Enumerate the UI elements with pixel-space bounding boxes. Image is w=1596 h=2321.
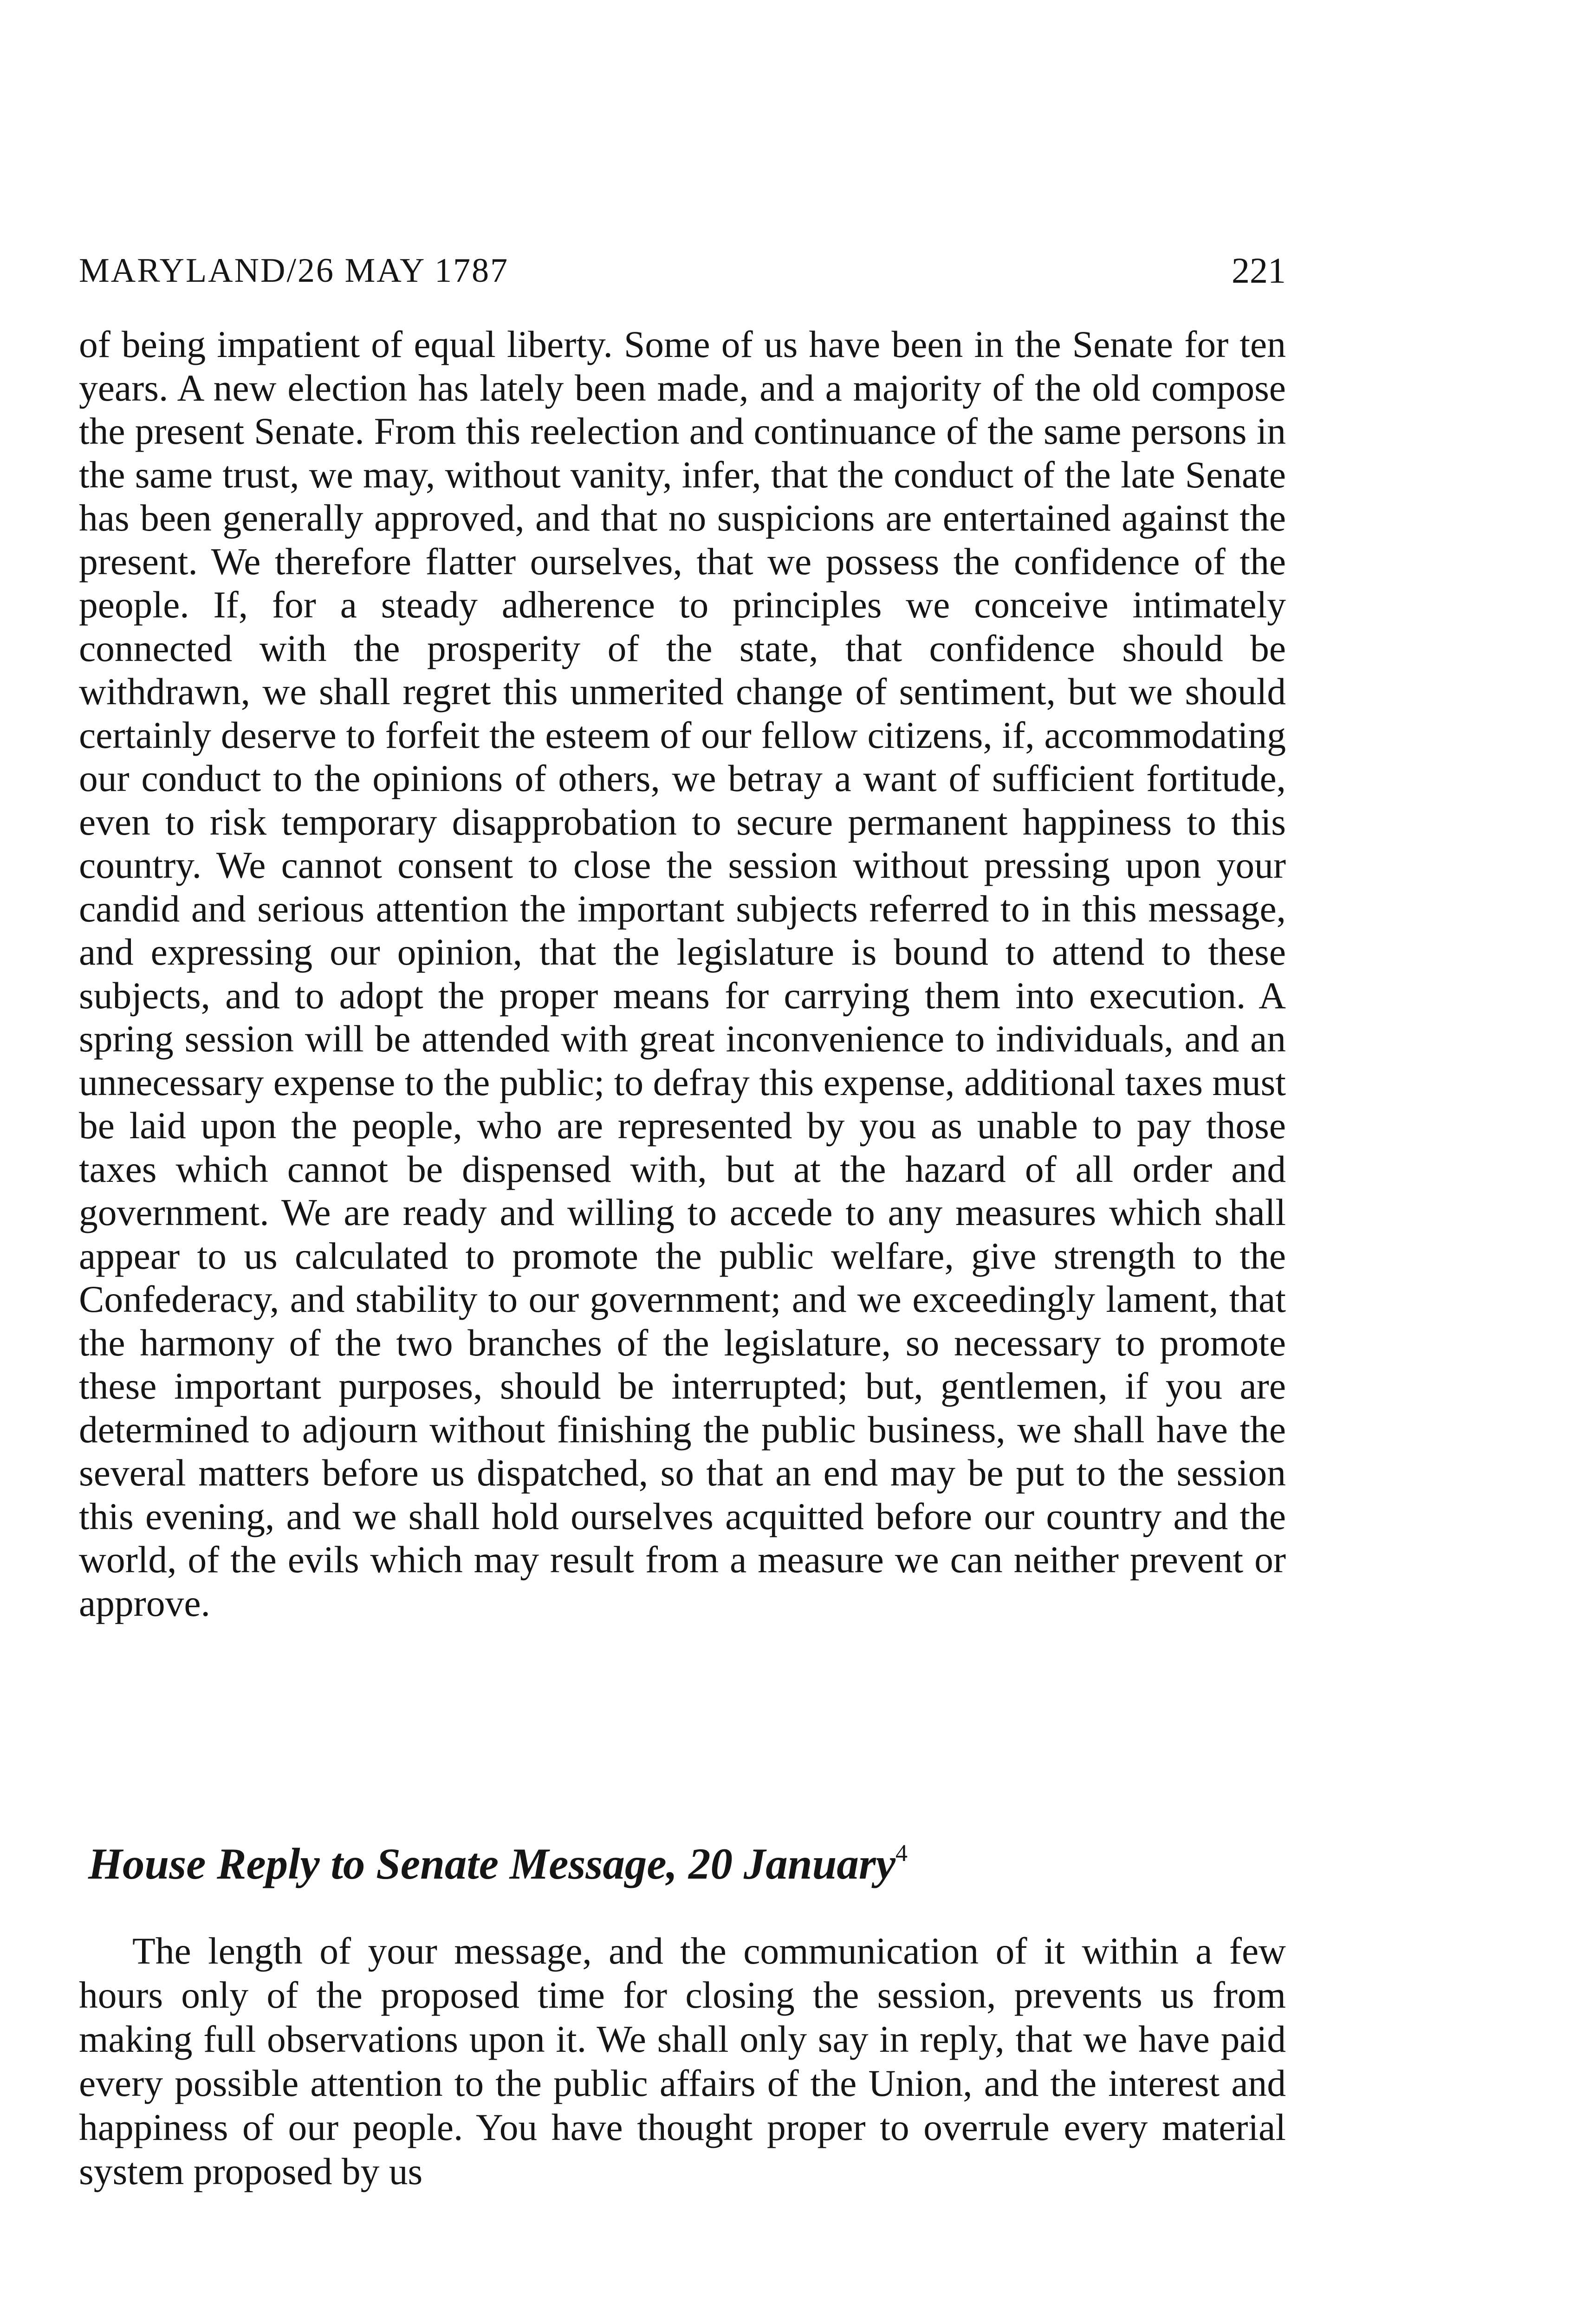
running-head	[79, 245, 1286, 296]
section-heading	[88, 1834, 1286, 1894]
senate-message-paragraph: of being impatient of equal liberty. Some of us have been in the Senate for ten years. A new election has lately been made, and a majority of the old compose the present Senate. From this reelection and continuance of the same persons in the same trust, we may, without vanity, infer, that the conduct of the late Senate has been generally approved, and that no suspicions are entertained against the present. We therefore flatter ourselves, that we possess the confidence of the people. If, for a steady adherence to principles we conceive intimately connected with the prosperity of the state, that confidence should be withdrawn, we shall regret this unmerited change of sentiment, but we should certainly deserve to forfeit the esteem of our fellow citizens, if, accommodating our conduct to the opinions of others, we betray a want of sufficient fortitude, even to risk temporary disapprobation to secure permanent happiness to this country. We cannot consent to close the session without pressing upon your candid and serious attention the important subjects referred to in this message, and expressing our opinion, that the legislature is bound to attend to these subjects, and to adopt the proper means for carrying them into execution. A spring session will be attended with great inconvenience to individuals, and an unnecessary expense to the public; to defray this expense, additional taxes must be laid upon the people, who are represented by you as unable to pay those taxes which cannot be dispensed with, but at the hazard of all order and government. We are ready and willing to accede to any measures which shall appear to us calculated to promote the public welfare, give strength to the Confederacy, and stability to our government; and we exceedingly lament, that the harmony of the two branches of the legislature, so necessary to promote these important purposes, should be interrupted; but, gentlemen, if you are determined to adjourn without finishing the public business, we shall have the several matters before us dispatched, so that an end may be put to the session this evening, and we shall hold ourselves acquitted before our country and the world, of the evils which may result from a measure we can neither prevent or approve.	[79, 323, 1286, 1624]
page-number: 221	[1232, 250, 1286, 291]
footnote-marker[interactable]: 4	[895, 1840, 908, 1867]
section-heading-text: House Reply to Senate Message, 20 January	[88, 1839, 896, 1888]
house-reply-paragraph: The length of your message, and the communication of it within a few hours only of the proposed time for closing the session, prevents us from making full observations upon it. We shall only say in reply, that we have paid every possible attention to the public affairs of the Union, and the interest and happiness of our people. You have thought proper to overrule every material system proposed by us	[79, 1930, 1286, 2192]
running-head-title: MARYLAND/26 MAY 1787	[79, 252, 509, 290]
